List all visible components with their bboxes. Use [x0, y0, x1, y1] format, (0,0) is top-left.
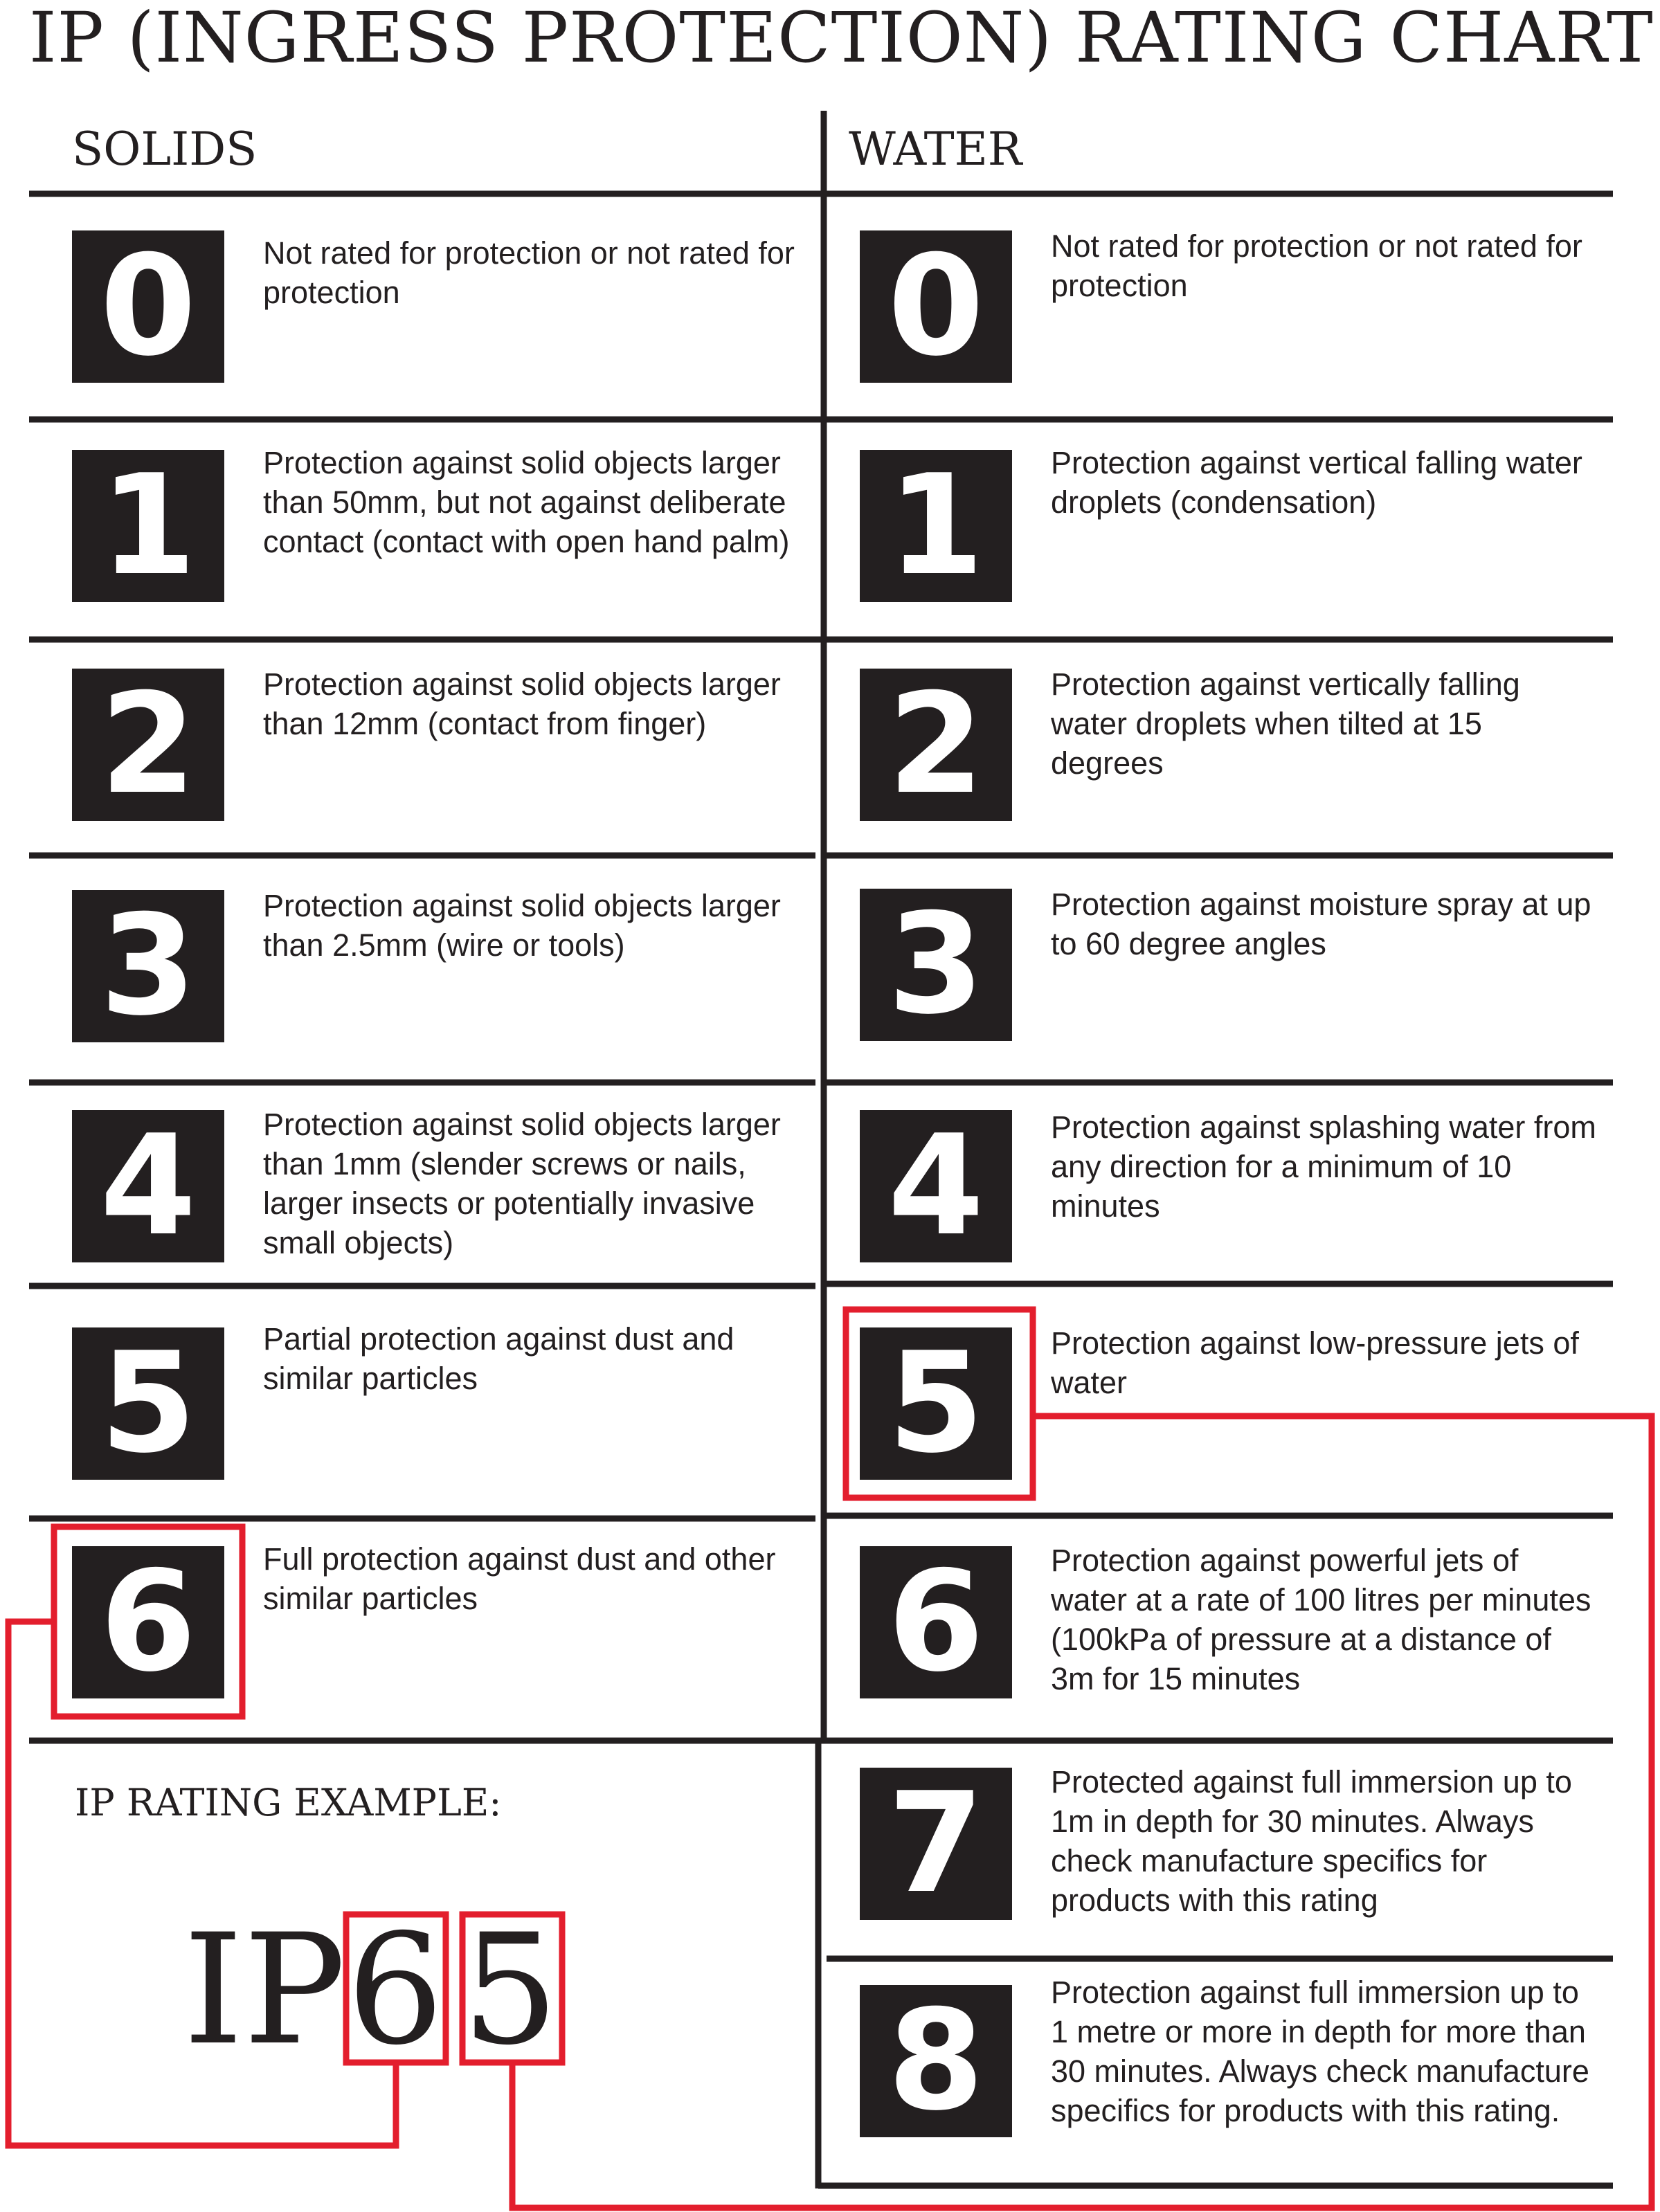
solids-level-description: Protection against solid objects larger than 12mm (contact from finger)	[263, 667, 781, 741]
water-level-box: 2	[860, 669, 1012, 821]
water-level-box: 8	[860, 1985, 1012, 2137]
solids-level-description: Partial protection against dust and similar particles	[263, 1321, 734, 1396]
water-level-description: Protection against splashing water from any direction for a minimum of 10 minutes	[1051, 1109, 1596, 1224]
solids-column-heading: SOLIDS	[72, 123, 258, 176]
page-title: IP (INGRESS PROTECTION) RATING CHART	[29, 0, 1654, 78]
water-level-box: 3	[860, 889, 1012, 1041]
example-label: IP RATING EXAMPLE:	[75, 1781, 502, 1824]
water-level-description: Not rated for protection or not rated for protection	[1051, 228, 1582, 303]
water-level-description: Protected against full immersion up to 1m in depth for 30 minutes. Always check manufacture specifics for products with this rating	[1051, 1764, 1572, 1918]
water-level-box: 7	[860, 1768, 1012, 1920]
solids-level-box: 2	[72, 669, 224, 821]
water-column-heading: WATER	[849, 123, 1022, 176]
solids-level-box: 4	[72, 1110, 224, 1262]
water-level-description: Protection against vertically falling water droplets when tilted at 15 degrees	[1051, 667, 1520, 781]
water-level-box: 0	[860, 230, 1012, 383]
water-level-box: 6	[860, 1546, 1012, 1698]
solids-level-description: Not rated for protection or not rated for protection	[263, 235, 795, 310]
solids-level-box: 1	[72, 450, 224, 602]
solids-level-box: 5	[72, 1327, 224, 1480]
solids-level-description: Full protection against dust and other similar particles	[263, 1541, 776, 1616]
water-level-description: Protection against low-pressure jets of water	[1051, 1325, 1579, 1400]
water-level-box-highlighted: 5	[860, 1327, 1012, 1480]
solids-level-description: Protection against solid objects larger than 1mm (slender screws or nails, larger insects or potentially invasive small objects)	[263, 1107, 781, 1260]
example-prefix: IP	[183, 1901, 346, 2078]
water-level-description: Protection against moisture spray at up to 60 degree angles	[1051, 887, 1591, 961]
solids-level-description: Protection against solid objects larger than 50mm, but not against deliberate contact (contact with open hand palm)	[263, 445, 790, 559]
solids-level-box-highlighted: 6	[72, 1546, 224, 1698]
water-level-box: 1	[860, 450, 1012, 602]
water-level-description: Protection against full immersion up to 1 metre or more in depth for more than 30 minutes. Always check manufacture specifics for products with this rating.	[1051, 1975, 1589, 2128]
solids-level-box: 0	[72, 230, 224, 383]
solids-level-description: Protection against solid objects larger than 2.5mm (wire or tools)	[263, 888, 781, 963]
water-level-box: 4	[860, 1110, 1012, 1262]
example-solid-digit: 6	[347, 1901, 444, 2078]
solids-level-box: 3	[72, 890, 224, 1042]
example-water-digit: 5	[462, 1901, 559, 2078]
water-level-description: Protection against powerful jets of water at a rate of 100 litres per minutes (100kPa of pressure at a distance of 3m for 15 minutes	[1051, 1543, 1591, 1696]
water-level-description: Protection against vertical falling water droplets (condensation)	[1051, 445, 1582, 520]
